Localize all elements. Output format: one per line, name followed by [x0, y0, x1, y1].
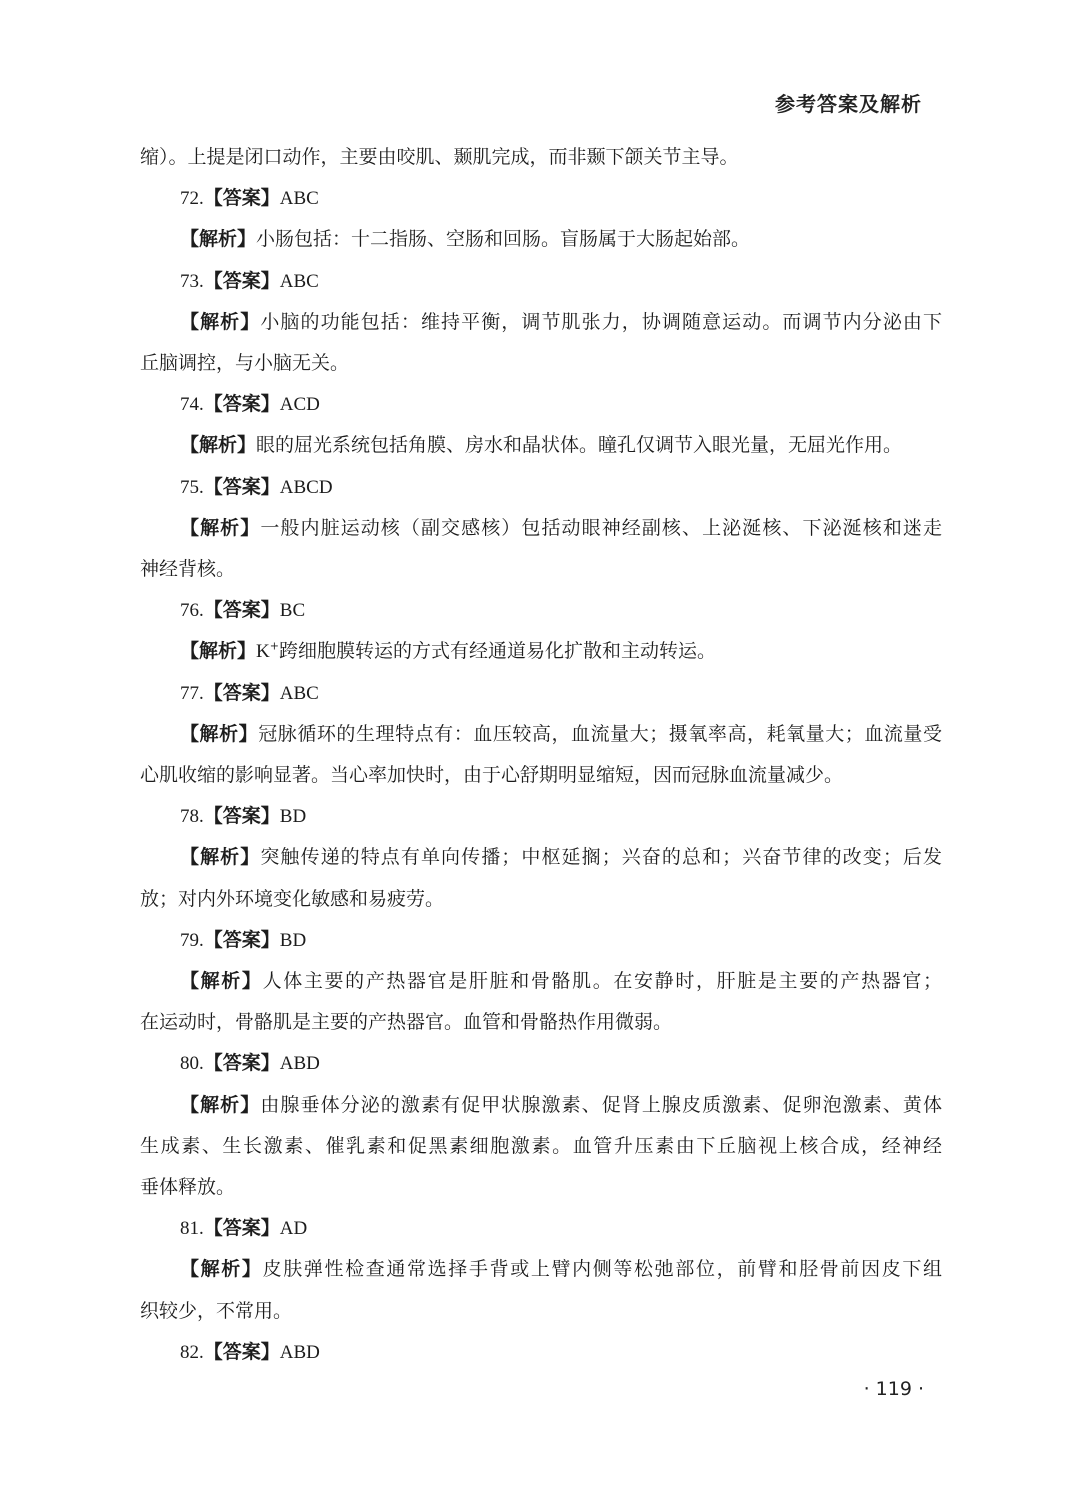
analysis-label: 【解析】 — [180, 1258, 263, 1281]
analysis-label: 【解析】 — [180, 640, 257, 663]
analysis-label: 【解析】 — [180, 434, 257, 457]
analysis-text: 生成素、生长激素、催乳素和促黑素细胞激素。血管升压素由下丘脑视上核合成，经神经 — [140, 1134, 942, 1157]
answer-label: 【答案】 — [203, 681, 280, 704]
answer-label: 【答案】 — [203, 187, 280, 210]
analysis-line — [140, 1085, 942, 1126]
answer-label: 【答案】 — [203, 269, 280, 292]
analysis-line — [140, 302, 942, 343]
analysis-text: 一般内脏运动核（副交感核）包括动眼神经副核、上泌涎核、下泌涎核和迷走 — [260, 516, 942, 539]
page-number: · 119 · — [863, 1378, 924, 1400]
analysis-text: 由腺垂体分泌的激素有促甲状腺激素、促肾上腺皮质激素、促卵泡激素、黄体 — [260, 1093, 942, 1116]
analysis-label: 【解析】 — [180, 1093, 261, 1116]
answer-line — [140, 467, 942, 508]
answer-line — [140, 590, 942, 631]
answer-value: ABD — [279, 1053, 320, 1075]
answer-value: AD — [279, 1218, 308, 1240]
analysis-text: 皮肤弹性检查通常选择手背或上臂内侧等松弛部位，前臂和胫骨前因皮下组 — [262, 1258, 942, 1281]
ion-symbol: K — [256, 641, 270, 663]
answer-content — [140, 137, 942, 1373]
analysis-line — [140, 1002, 942, 1043]
analysis-line — [140, 755, 942, 796]
answer-value: ABCD — [279, 476, 333, 498]
question-number: 72. — [180, 188, 204, 210]
analysis-label: 【解析】 — [180, 846, 261, 869]
answer-line — [140, 920, 942, 961]
analysis-label: 【解析】 — [180, 722, 259, 745]
answer-value: ACD — [279, 394, 320, 416]
continuation-line: 缩）。上提是闭口动作，主要由咬肌、颞肌完成，而非颞下颌关节主导。 — [140, 146, 739, 168]
answer-line — [140, 1332, 942, 1373]
answer-line — [140, 178, 942, 219]
question-number: 75. — [180, 476, 204, 498]
analysis-text: 丘脑调控，与小脑无关。 — [140, 352, 350, 375]
analysis-text: 小肠包括：十二指肠、空肠和回肠。盲肠属于大肠起始部。 — [256, 228, 751, 251]
question-number: 78. — [180, 806, 204, 828]
answer-value: BD — [279, 929, 307, 951]
analysis-line — [140, 1291, 942, 1332]
analysis-text: 放；对内外环境变化敏感和易疲劳。 — [140, 887, 445, 910]
answer-line — [140, 796, 942, 837]
analysis-line — [140, 961, 942, 1002]
question-number: 77. — [180, 682, 204, 704]
answer-label: 【答案】 — [203, 1340, 280, 1363]
answer-line — [140, 1043, 942, 1084]
question-number: 79. — [180, 929, 204, 951]
answer-line — [140, 384, 942, 425]
analysis-text: 神经背核。 — [140, 558, 236, 581]
analysis-text: 心肌收缩的影响显著。当心率加快时，由于心舒期明显缩短，因而冠脉血流量减少。 — [140, 764, 844, 787]
analysis-line — [140, 1126, 942, 1167]
answer-value: ABD — [279, 1341, 320, 1363]
section-header: 参考答案及解析 — [775, 92, 922, 116]
question-number: 74. — [180, 394, 204, 416]
question-number: 80. — [180, 1053, 204, 1075]
answer-label: 【答案】 — [203, 1217, 280, 1240]
analysis-text: 织较少，不常用。 — [140, 1299, 293, 1322]
question-number: 82. — [180, 1341, 204, 1363]
analysis-text: 眼的屈光系统包括角膜、房水和晶状体。瞳孔仅调节入眼光量，无屈光作用。 — [256, 434, 903, 457]
analysis-line — [140, 714, 942, 755]
analysis-line — [140, 343, 942, 384]
analysis-line — [140, 1167, 942, 1208]
answer-label: 【答案】 — [203, 475, 280, 498]
question-number: 73. — [180, 270, 204, 292]
analysis-line — [140, 425, 942, 466]
question-number: 76. — [180, 600, 204, 622]
analysis-line — [140, 1249, 942, 1290]
answer-label: 【答案】 — [203, 805, 280, 828]
answer-label: 【答案】 — [203, 599, 280, 622]
question-number: 81. — [180, 1218, 204, 1240]
analysis-text: 人体主要的产热器官是肝脏和骨骼肌。在安静时，肝脏是主要的产热器官； — [262, 970, 942, 993]
analysis-line — [140, 837, 942, 878]
answer-label: 【答案】 — [203, 1052, 280, 1075]
analysis-text: 在运动时，骨骼肌是主要的产热器官。血管和骨骼热作用微弱。 — [140, 1011, 673, 1034]
answer-value: BC — [279, 600, 306, 622]
answer-value: ABC — [279, 270, 319, 292]
answer-value: ABC — [279, 188, 319, 210]
answer-line — [140, 261, 942, 302]
analysis-label: 【解析】 — [180, 516, 261, 539]
analysis-line — [140, 549, 942, 590]
answer-label: 【答案】 — [203, 928, 280, 951]
analysis-line — [140, 219, 942, 260]
analysis-line — [140, 631, 942, 672]
answer-value: ABC — [279, 682, 319, 704]
answer-value: BD — [279, 806, 307, 828]
analysis-text: 跨细胞膜转运的方式有经通道易化扩散和主动转运。 — [278, 640, 716, 663]
analysis-text: 垂体释放。 — [140, 1176, 236, 1199]
ion-charge: + — [269, 640, 279, 654]
analysis-text: 冠脉循环的生理特点有：血压较高，血流量大；摄氧率高，耗氧量大；血流量受 — [258, 722, 942, 745]
answer-line — [140, 1208, 942, 1249]
analysis-text: 突触传递的特点有单向传播；中枢延搁；兴奋的总和；兴奋节律的改变；后发 — [260, 846, 942, 869]
analysis-label: 【解析】 — [180, 970, 263, 993]
analysis-label: 【解析】 — [180, 310, 261, 333]
analysis-text: 小脑的功能包括：维持平衡，调节肌张力，协调随意运动。而调节内分泌由下 — [260, 310, 942, 333]
analysis-label: 【解析】 — [180, 228, 257, 251]
analysis-line — [140, 508, 942, 549]
answer-line — [140, 673, 942, 714]
analysis-line — [140, 879, 942, 920]
answer-label: 【答案】 — [203, 393, 280, 416]
